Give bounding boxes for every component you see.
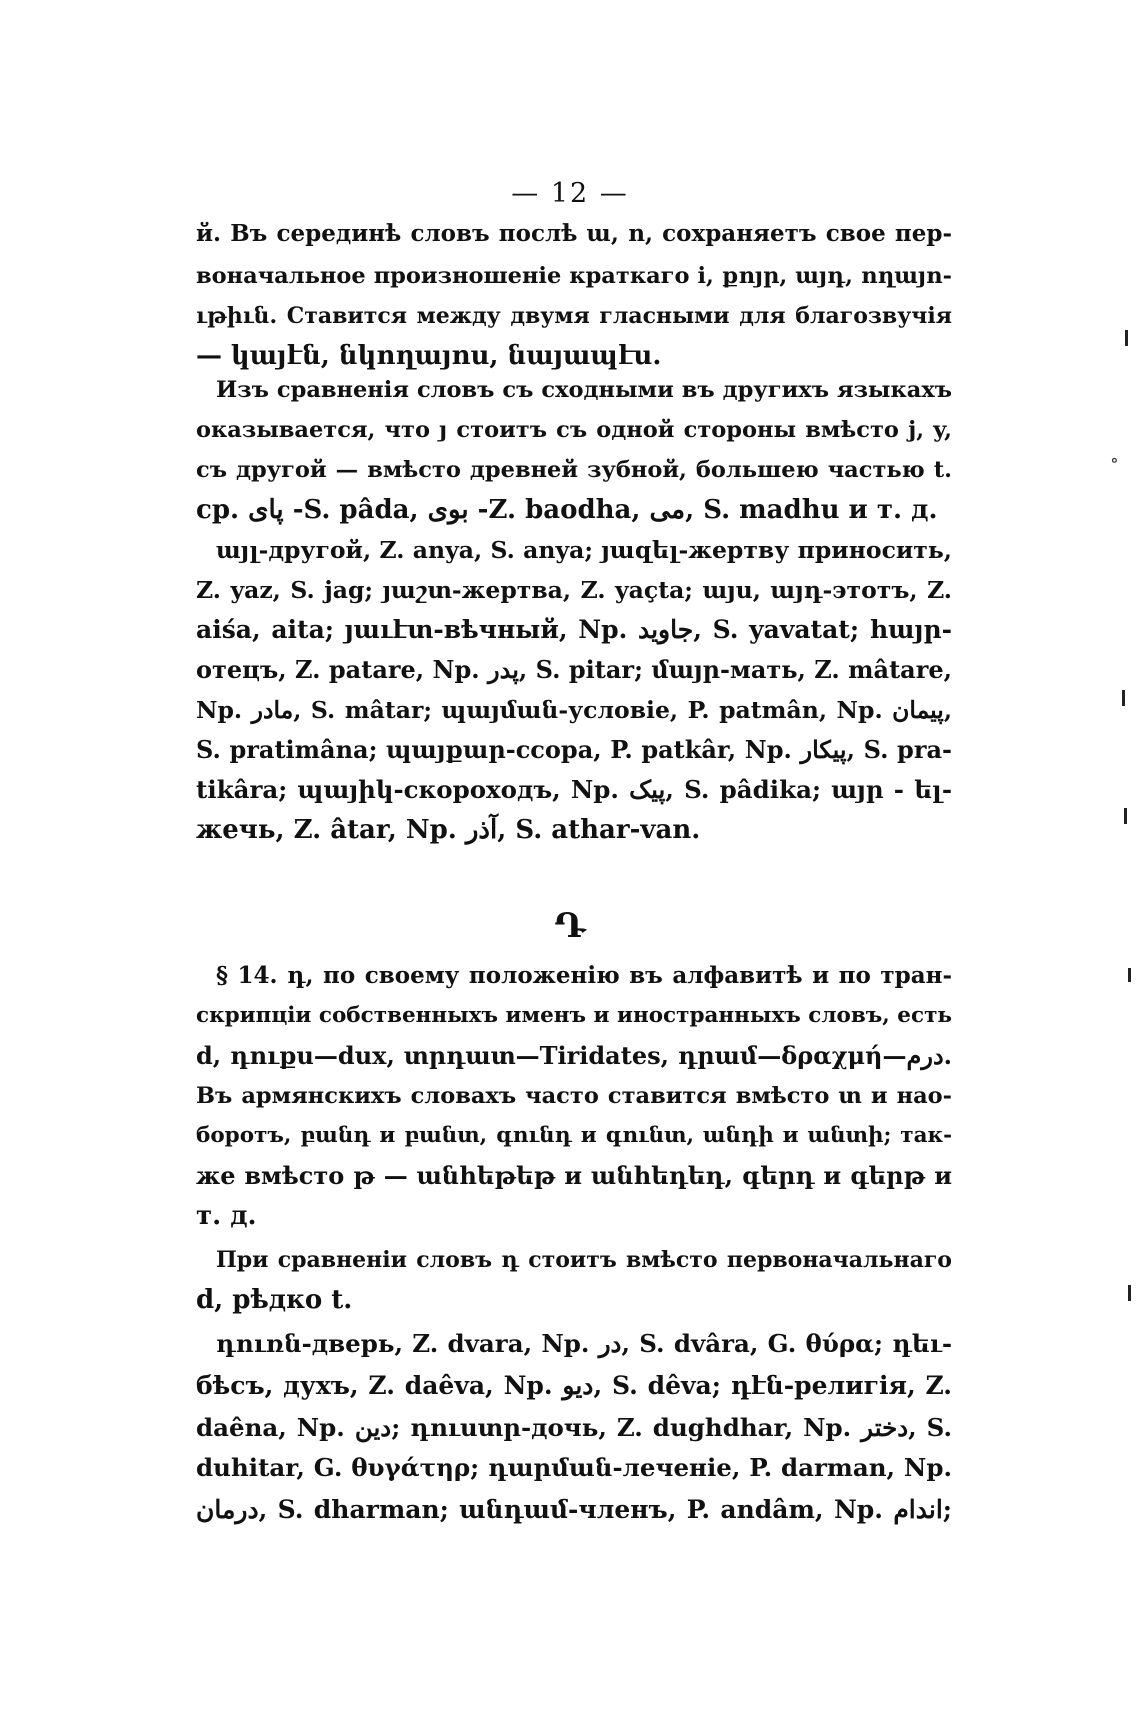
text-line: Изъ сравненія словъ съ сходными въ другихъ языкахъ	[216, 377, 952, 403]
text-line: же вмѣсто թ — անհեթեթ и անհեդեդ, գերդ и գերթ и	[196, 1161, 952, 1190]
page-number: — 12 —	[511, 178, 629, 209]
text-line: — կայէն, նկողայոս, նայապէս.	[196, 341, 662, 371]
text-line: Z. yaz, S. jag; յաշտ-жертва, Z. yaçta; այս, այդ-этотъ, Z.	[196, 576, 952, 604]
text-line: отецъ, Z. patare, Np. پدر, S. pitar; մայր-мать, Z. mâtare,	[196, 655, 952, 684]
text-line: tikâra; պայիկ-скороходъ, Np. پیک, S. pâdika; այր - ել-	[196, 775, 952, 804]
section-heading: Դ	[554, 906, 586, 946]
text-line: d, рѣдко t.	[196, 1285, 353, 1315]
text-line: Np. مادر, S. mâtar; պայման-условіе, P. patmân, Np. پیمان,	[196, 696, 952, 724]
text-line: այլ-другой, Z. anya, S. anya; յազել-жертву приносить,	[216, 536, 952, 564]
margin-mark	[1128, 1285, 1131, 1301]
text-line: duhitar, G. θυγάτηρ; դարման-леченіе, P. darman, Np.	[196, 1453, 952, 1482]
text-line: т. д.	[196, 1201, 257, 1231]
text-line: При сравненіи словъ դ стоитъ вмѣсто первоначальнаго	[216, 1247, 952, 1273]
text-line: боротъ, բանդ и բանտ, գունդ и գունտ, անդի и անտի; так-	[196, 1123, 952, 1148]
text-line: դուռն-дверь, Z. dvara, Np. در, S. dvâra, G. θύρα; դեւ-	[216, 1329, 953, 1358]
margin-mark	[1125, 330, 1128, 346]
text-line: § 14. դ, по своему положенію въ алфавитѣ и по тран-	[216, 962, 952, 989]
text-line: жечь, Z. âtar, Np. آذر, S. athar-van.	[196, 815, 701, 845]
text-line: бѣсъ, духъ, Z. daêva, Np. دیو, S. dêva; դէն-религія, Z.	[196, 1371, 952, 1400]
margin-mark	[1124, 808, 1127, 824]
text-line: воначальное произношеніе краткаго і, քոյր, այդ, ողայո-	[196, 263, 952, 289]
text-line: Въ армянскихъ словахъ часто ставится вмѣсто տ и нао-	[196, 1083, 952, 1109]
text-line: daêna, Np. دین; դուստր-дочь, Z. dughdhar, Np. دختر, S.	[196, 1413, 952, 1442]
text-line: ւթիւն. Ставится между двумя гласными для благозвучія	[196, 303, 952, 329]
margin-mark	[1122, 690, 1125, 706]
text-line: й. Въ серединѣ словъ послѣ ա, ո, сохраняетъ свое пер-	[196, 220, 952, 247]
margin-mark	[1128, 968, 1131, 982]
text-line: d, դուքս—dux, տրդատ—Tiridates, դրամ—δραχμή—درم.	[196, 1041, 952, 1070]
text-line: ср. پای -S. pâda, بوی -Z. baodha, می, S. madhu и т. д.	[196, 495, 938, 525]
text-line: S. pratimâna; պայքար-ссора, P. patkâr, Np. پیکار, S. pra-	[196, 735, 952, 764]
text-line: скрипціи собственныхъ именъ и иностранныхъ словъ, есть	[196, 1003, 952, 1028]
text-line: درمان, S. dharman; անդամ-членъ, P. andâm, Np. اندام;	[196, 1495, 952, 1524]
text-line: оказывается, что յ стоитъ съ одной стороны вмѣсто j, y,	[196, 417, 952, 443]
margin-speck: ∘	[1110, 450, 1119, 471]
text-line: съ другой — вмѣсто древней зубной, большею частью t.	[196, 457, 952, 483]
text-line: aiśa, aita; յաւէտ-вѣчный, Np. جاوید, S. yavatat; հայր-	[196, 615, 952, 644]
